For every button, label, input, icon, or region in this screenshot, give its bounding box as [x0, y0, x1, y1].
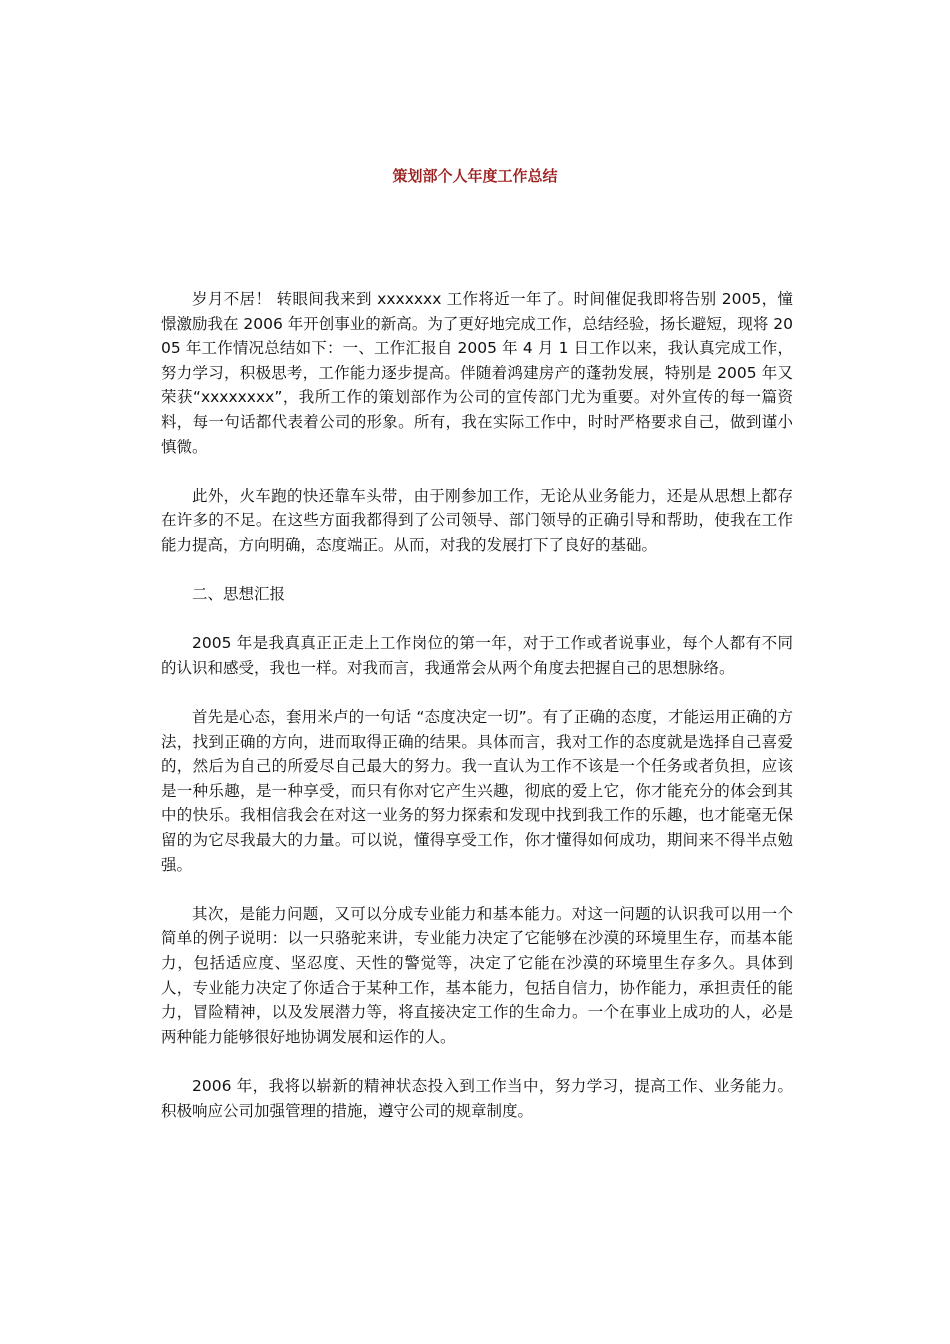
paragraph-shortcomings: 此外，火车跑的快还靠车头带，由于刚参加工作，无论从业务能力，还是从思想上都存在许多的不足。在这些方面我都得到了公司领导、部门领导的正确引导和帮助，使我在工作能力提高，方向明确，态度端正。从而，对我的发展打下了良好的基础。 [161, 486, 793, 554]
paragraph-attitude: 首先是心态，套用米卢的一句话 “态度决定一切”。有了正确的态度，才能运用正确的方法，找到正确的方向，进而取得正确的结果。具体而言，我对工作的态度就是选择自己喜爱的，然后为自己的所爱尽自己最大的努力。我一直认为工作不该是一个任务或者负担，应该是一种乐趣，是一种享受，而只有你对它产生兴趣，彻底的爱上它，你才能充分的体会到其中的快乐。我相信我会在对这一业务的努力探索和发现中找到我工作的乐趣，也才能毫无保留的为它尽我最大的力量。可以说，懂得享受工作，你才懂得如何成功，期间来不得半点勉强。 [161, 708, 793, 874]
paragraph-2006-plan: 2006 年，我将以崭新的精神状态投入到工作当中，努力学习，提高工作、业务能力。积极响应公司加强管理的措施，遵守公司的规章制度。 [161, 1077, 793, 1120]
document-title: 策划部个人年度工作总结 [392, 167, 558, 185]
paragraph-intro: 岁月不居！ 转眼间我来到 xxxxxxx 工作将近一年了。时间催促我即将告别 2005，憧憬激励我在 2006 年开创事业的新高。为了更好地完成工作，总结经验，扬长避短，现将 2005 年工作情况总结如下：一、工作汇报自 2005 年 4 月 1 日工作以来，我认真完成工作，努力学习，积极思考，工作能力逐步提高。伴随着鸿建房产的蓬勃发展，特别是 2005 年又荣获“xxxxxxxx”，我所工作的策划部作为公司的宣传部门尤为重要。对外宣传的每一篇资料，每一句话都代表着公司的形象。所有，我在实际工作中，时时严格要求自己，做到谨小慎微。 [161, 290, 793, 456]
paragraph-first-year: 2005 年是我真真正正走上工作岗位的第一年，对于工作或者说事业，每个人都有不同的认识和感受，我也一样。对我而言，我通常会从两个角度去把握自己的思想脉络。 [161, 634, 793, 677]
paragraph-ability: 其次，是能力问题，又可以分成专业能力和基本能力。对这一问题的认识我可以用一个简单的例子说明：以一只骆驼来讲，专业能力决定了它能够在沙漠的环境里生存，而基本能力，包括适应度、坚忍度、天性的警觉等，决定了它能在沙漠的环境里生存多久。具体到人，专业能力决定了你适合于某种工作，基本能力，包括自信力，协作能力，承担责任的能力，冒险精神，以及发展潜力等，将直接决定工作的生命力。一个在事业上成功的人，必是两种能力能够很好地协调发展和运作的人。 [161, 904, 793, 1046]
document-body [161, 287, 793, 1148]
section-heading-thought-report: 二、思想汇报 [192, 585, 286, 604]
